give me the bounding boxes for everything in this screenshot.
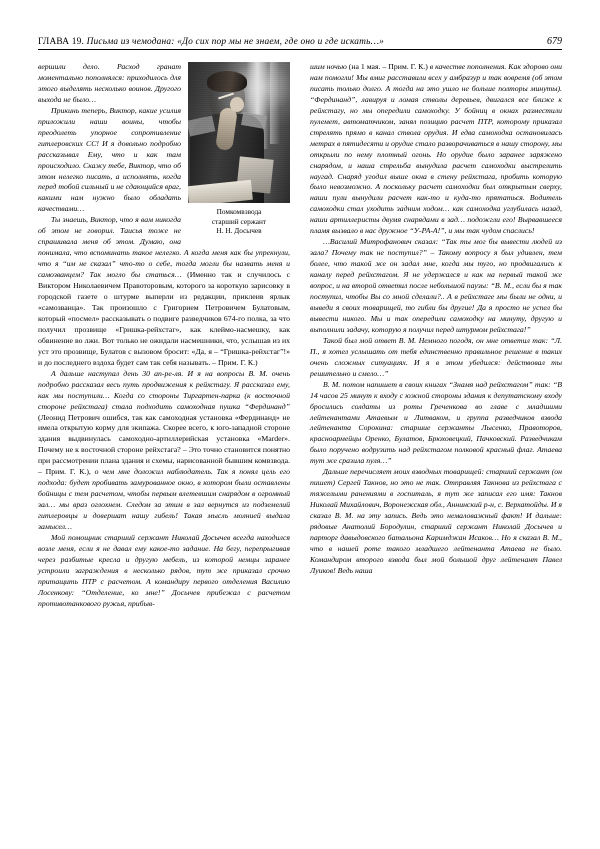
paragraph: Прикинь теперь, Виктор, какие усилия приложили наши воины, чтобы преодолеть упорное сопротивление гитлеровских СС! И я довольно подробно рассказывал Ему, что и как там происходило. Скажу тебе, Виктор, что об этом нелегко писать, а исполнять, когда перед тобой сильный и не сдающийся враг, какими нам нужно было обладать качествами… xyxy=(38,105,181,214)
figure-caption-line-3: Н. Н. Досычев xyxy=(216,226,262,236)
paragraph-italic-part: шим ночью xyxy=(310,62,347,71)
running-head-title xyxy=(38,37,384,47)
paragraph-editor-note: (Именно так и случилось с Виктором Николаевичем Правоторовым, которого за короткую зарисовку в городской газете о штурме выперли из редакции, приклеив ярлык «самозванца». Так произошло с Григорием Петровичем Булатовым, который «посмел» рассказывать о подвиге разведчиков 674-го полка, за что получил прозвище «Гришка-рейхстаг», как клеймо-насмешку, как обвинение во лжи. Вот только не ожидали насмешники, что, услышав из их уст это прозвище, Булатов с вызовом бросит: «Да, я – “Гришка-рейхстаг”!» и до последнего вздоха будет сам так себя называть. – Прим. Г. К.) xyxy=(38,270,291,367)
paragraph xyxy=(38,369,290,533)
paragraph: Дальше перечисляет моих взводных товарищей: старший сержант (он пишет) Сергей Такнов, но это не так. Отправляя Такнова из рейхстага с тяжелыми ранениями в госпиталь, я тут же записал его имя: Такнов Николай Михайлович, Воронежская обл., Аннинский р-н, с. Верхатойды. И я сказал В. М. на эту запись. Ведь это немаловажный факт! И дальше: рядовые Анатолий Бородулин, старший сержант Николай Досычев и парторг давыдовского батальона Каримджан Исаков… Но я сказал В. М., что в нашей роте такого младшего лейтенанта Атаева не было. Командиром второго взвода был мой большой друг лейтенант Павел Луиков! Ведь наша xyxy=(310,467,562,575)
paragraph: …Василий Митрофанович сказал: “Так ты мог бы вывести людей из зала? Почему так не поступил?” – Такому вопросу я был удивлен, тем более, что такой же он задал мне, когда мы туго, но продвигались к каналу перед рейхстагом. Я не удержался и как на первый такой же вопрос, и на второй ответил после небольшой паузы: “В. М., если бы я так поступил, чтобы Вы со мной сделали?.. А в рейхстаге мы были не одни, и выведи я своих товарищей, то гибли бы другие! Да я просто не успел бы вывести никого. Мы и так опередили самоходку на минуту, другую и выполнили задачу, которую я получил перед штурмом рейхстага!” xyxy=(310,237,562,334)
paragraph xyxy=(38,215,290,368)
running-head-chapter: ГЛАВА 19. xyxy=(38,37,85,47)
figure-caption xyxy=(188,207,290,236)
photo-image xyxy=(188,62,290,203)
paragraph: Мой помощник старший сержант Николай Досычев всегда находился возле меня, если я не давал ему какое-то задание. На бегу, перепрыгивая через разбитые кресла и другую мебель, из которой немцы заранее устроили заграждения в несколько рядов, тут же приказал срочно притащить ПТР с расчетом. А командиру первого отделения Василию Лосенкову: “Отделение, ко мне!” Досычев прибежал с расчетом противотанкового ружья, прибыв- xyxy=(38,532,290,608)
paragraph-editor-note: (Леонид Петрович ошибся, так как самоходная установка «Фердинанд» не имела открытую корму для экипажа. Скорее всего, к юго-западной стороне здания выдвинулась самоходно-артиллерийская установка «Marder». Почему не к восточной стороне рейхстага? – Это точно становится понятно при рассмотрении плана здания и схемы, нарисованной бывшим комвзвода. – Прим. Г. К.), xyxy=(38,412,290,477)
paragraph-italic-part: А дальше наступал день 30 ап-ре-ля. И я на вопросы В. М. очень подробно рассказал весь путь продвижения к рейхстагу. Я рассказал ему, как мы поступили… Когда со стороны Тиргартен-парка (к восточной стороне рейхстага) стала подходить самоходная пушка “Фердинанд” xyxy=(38,368,290,411)
paragraph-italic-part: Ты знаешь, Виктор, что я вам никогда об этом не говорил. Таисья тоже не спрашивала меня об этом. Думаю, она понимала, что вспоминать такое нелегко. А когда меня как бы упрекнули, что я “им не сказал” что-то о себе, тогда могли бы назвать меня и самозванцем? Так могло бы статься… xyxy=(38,215,290,280)
paragraph: Такой был мой ответ В. М. Немного погодя, он мне ответил так: “Л. П., я хотел услышать от тебя единственно правильное решение в таких очень сложных ситуациях. И я в этом убедился: действовал ты решительно и смело…” xyxy=(310,335,562,378)
photo-grain-overlay xyxy=(188,62,290,203)
text-columns xyxy=(38,62,562,832)
column-right xyxy=(310,62,562,832)
figure-caption-line-2: старший сержант xyxy=(211,216,267,226)
figure-caption-line-1: Помкомвзвода xyxy=(216,207,262,216)
page-folio: 679 xyxy=(547,36,562,47)
paragraph-italic-tail: о чем мне доложил наблюдатель. Так я понял цель его подхода: будет пробивать замурованное окно, в котором были оставлены бойницы с тем расчетом, чтобы первым влетевшим снарядом в огромный зал… мы враз оглохнем. Следом за этим в зал вернутся из подземелий гитлеровцы и довершат нашу гибель! Такая мысль молнией выдала замысел… xyxy=(38,467,290,532)
column-left xyxy=(38,62,290,832)
running-head-chapter-title: Письма из чемодана: «До сих пор мы не знаем, где оно и где искать…» xyxy=(86,37,384,47)
running-head xyxy=(38,36,562,50)
paragraph: вершили дело. Расход гранат моментально пополнялся: приходилось для этого выделять несколько воинов. Другого выхода не было… xyxy=(38,62,181,104)
paragraph-editor-note: (на 1 мая. – Прим. Г. К.) xyxy=(348,62,428,71)
paragraph-italic-tail: в качестве пополнения. Как здорово они нам помогли! Мы вмиг расставили всех у амбразур и так вовремя (об этом писать только долго. А тогда на это ушло не больше полторы минуты). “Фердинанд”, лавируя и ломая стволы деревьев, двигался все ближе к рейхстагу, но мы опередили самоходку. У бойниц в окнах разместили пулемет, автоматчиком, занял позицию расчет ПТР, которому приказал стрелять прямо в канал ствола орудия. И едва самоходка остановилась метрах в пятидесяти и орудие стало разворачиваться в нашу сторону, мы открыли по нему плотный огонь. Но орудие было заранее заряжено снарядом, и наша стрельба вынудила расчет самоходки выстрелить наугад. Снаряд угодил выше окна в стену рейхстага, пробить которую было невозможно. А поскольку расчет самоходки был открытым сверху, наши пули вынудили расчет как-то и куда-то прятаться. Водитель самоходки стал уходить задним ходом… как самоходка углубилась назад, наши артиллеристы двумя снарядами в зад… подожгли его! Вырвавшееся пламя вызвало в нас дружное “У-РА-А!”, и мы так чудом спаслись! xyxy=(310,62,563,236)
paragraph: В. М. потом напишет в своих книгах “Знамя над рейхстагом” так: “В 14 часов 25 минут к входу с южной стороны здания к депутатскому входу бросились солдаты из роты Греченкова во главе с младшими лейтенантами Атаевым и Литваком, и группа разведчиков взвода лейтенанта Сорокина: старшие сержанты Лысенко, Правоторов, красноармейцы Оренко, Булатов, Брюховецкий, Пачковский. Разведчикам было поручено водрузить над рейхстагом полковой красный флаг. Атаева тут же сразила пуля…” xyxy=(310,379,562,466)
paragraph xyxy=(310,62,562,237)
figure-dosychev-photo xyxy=(188,62,290,236)
